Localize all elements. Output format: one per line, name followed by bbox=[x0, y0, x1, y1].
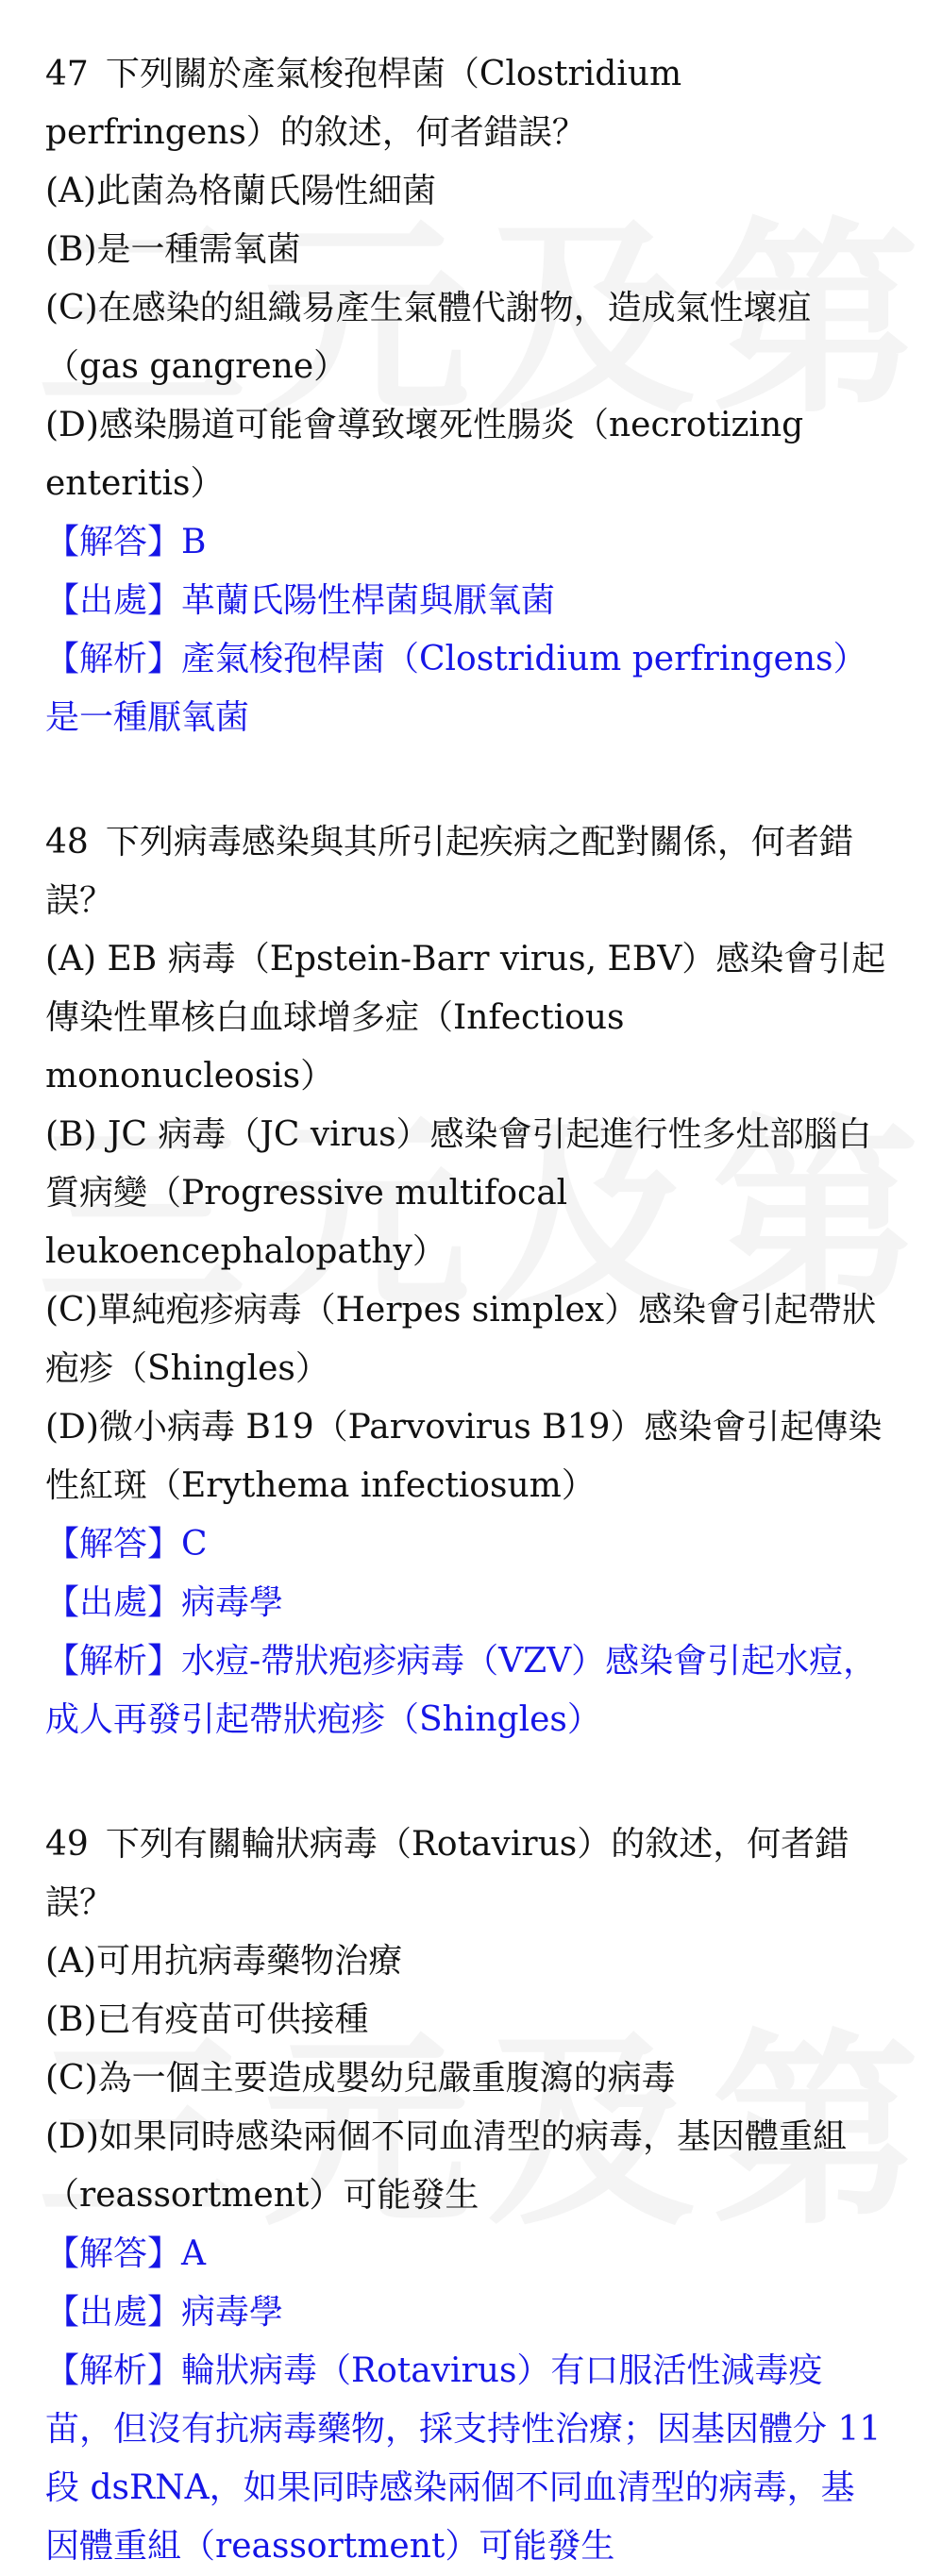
option-c: (C)在感染的組織易產生氣體代謝物，造成氣性壞疽（gas gangrene） bbox=[45, 289, 812, 386]
question-stem bbox=[45, 45, 887, 162]
option-a: (A) EB 病毒（Epstein-Barr virus, EBV）感染會引起傳染性單核白血球增多症（Infectious mononucleosis） bbox=[45, 940, 886, 1096]
option-b: (B)是一種需氧菌 bbox=[45, 230, 301, 269]
question-48 bbox=[45, 813, 887, 1749]
explanation-line: 【解析】水痘-帶狀疱疹病毒（VZV）感染會引起水痘，成人再發引起帶狀疱疹（Shingles） bbox=[45, 1642, 878, 1739]
explanation-line: 【解析】產氣梭孢桿菌（Clostridium perfringens）是一種厭氧菌 bbox=[45, 640, 867, 737]
answer-line: 【解答】B bbox=[45, 523, 207, 561]
question-text: 下列病毒感染與其所引起疾病之配對關係，何者錯誤？ bbox=[45, 823, 853, 920]
option-c: (C)單純疱疹病毒（Herpes simplex）感染會引起帶狀疱疹（Shingles） bbox=[45, 1291, 877, 1388]
option-d: (D)微小病毒 B19（Parvovirus B19）感染會引起傳染性紅斑（Erythema infectiosum） bbox=[45, 1408, 883, 1505]
source-line: 【出處】革蘭氏陽性桿菌與厭氧菌 bbox=[45, 581, 556, 620]
answer-line: 【解答】C bbox=[45, 1525, 208, 1564]
option-d: (D)感染腸道可能會導致壞死性腸炎（necrotizing enteritis） bbox=[45, 406, 804, 503]
source-line: 【出處】病毒學 bbox=[45, 2293, 284, 2332]
source-line: 【出處】病毒學 bbox=[45, 1583, 284, 1622]
question-number: 49 bbox=[45, 1825, 89, 1864]
question-text: 下列有關輪狀病毒（Rotavirus）的敘述，何者錯誤？ bbox=[45, 1825, 849, 1922]
option-d: (D)如果同時感染兩個不同血清型的病毒，基因體重組（reassortment）可能發生 bbox=[45, 2117, 847, 2215]
option-b: (B)已有疫苗可供接種 bbox=[45, 2000, 369, 2039]
question-stem bbox=[45, 1815, 887, 1932]
option-a: (A)可用抗病毒藥物治療 bbox=[45, 1942, 403, 1981]
question-stem bbox=[45, 813, 887, 930]
question-47 bbox=[45, 45, 887, 747]
answer-line: 【解答】A bbox=[45, 2234, 206, 2273]
option-c: (C)為一個主要造成嬰幼兒嚴重腹瀉的病毒 bbox=[45, 2059, 676, 2098]
option-a: (A)此菌為格蘭氏陽性細菌 bbox=[45, 172, 437, 210]
explanation-line: 【解析】輪狀病毒（Rotavirus）有口服活性減毒疫苗，但沒有抗病毒藥物，採支持性治療；因基因體分 11 段 dsRNA，如果同時感染兩個不同血清型的病毒，基因體重組（reassortment）可能發生 bbox=[45, 2351, 882, 2566]
question-text: 下列關於產氣梭孢桿菌（Clostridium perfringens）的敘述，何者錯誤？ bbox=[45, 55, 682, 152]
question-number: 47 bbox=[45, 55, 89, 93]
question-number: 48 bbox=[45, 823, 89, 861]
question-49 bbox=[45, 1815, 887, 2576]
option-b: (B) JC 病毒（JC virus）感染會引起進行性多灶部腦白質病變（Progressive multifocal leukoencephalopathy） bbox=[45, 1115, 872, 1271]
